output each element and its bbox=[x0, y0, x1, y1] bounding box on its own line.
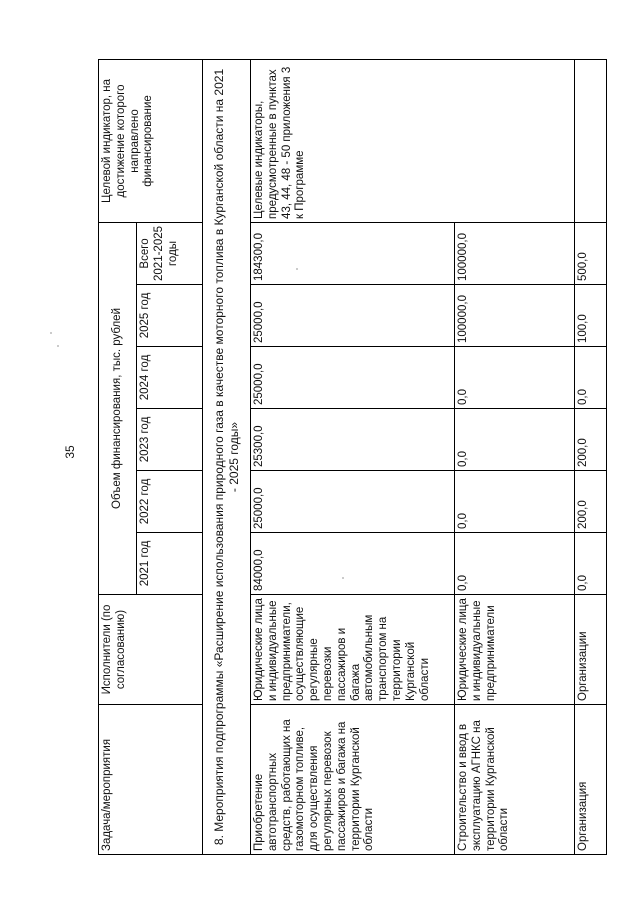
row-value: 0,0 bbox=[455, 533, 575, 595]
page-number: 35 bbox=[63, 445, 77, 459]
row-task: Организация bbox=[575, 705, 607, 855]
header-task: Задача/мероприятия bbox=[99, 705, 203, 855]
row-value: 100000,0 bbox=[455, 222, 575, 284]
row-executors: Юридические лица и индивидуальные предприниматели bbox=[455, 595, 575, 705]
row-value: 100,0 bbox=[575, 285, 607, 347]
row-executors: Организации bbox=[575, 595, 607, 705]
year-2021: 2021 год bbox=[137, 533, 203, 595]
row-value: 184300,0 bbox=[251, 222, 455, 284]
row-executors: Юридические лица и индивидуальные предприниматели, осуществляющие регулярные перевозки пассажиров и багажа автомобильным транспортом на территории Курганской области bbox=[251, 595, 455, 705]
row-value: 0,0 bbox=[455, 347, 575, 409]
table-row bbox=[251, 59, 455, 854]
header-indicator: Целевой индикатор, на достижение которого направлено финансирование bbox=[99, 59, 203, 222]
header-executors: Исполнители (по согласованию) bbox=[99, 595, 203, 705]
year-total: Всего 2021-2025 годы bbox=[137, 222, 203, 284]
row-value: 0,0 bbox=[575, 347, 607, 409]
row-indicator-empty bbox=[575, 59, 607, 222]
row-value: 100000,0 bbox=[455, 285, 575, 347]
year-2022: 2022 год bbox=[137, 471, 203, 533]
row-value: 200,0 bbox=[575, 409, 607, 471]
section-title: 8. Мероприятия подпрограммы «Расширение использования природного газа в качестве моторного топлива в Курганской области на 2021 - 2025 годы» bbox=[203, 59, 251, 854]
row-value: 0,0 bbox=[455, 471, 575, 533]
header-funding: Объем финансирования, тыс. рублей bbox=[99, 222, 137, 594]
row-value: 84000,0 bbox=[251, 533, 455, 595]
row-value: 500,0 bbox=[575, 222, 607, 284]
row-value: 25000,0 bbox=[251, 347, 455, 409]
scan-speck bbox=[50, 332, 52, 334]
table-row bbox=[575, 59, 607, 854]
row-value: 0,0 bbox=[455, 409, 575, 471]
row-value: 25000,0 bbox=[251, 471, 455, 533]
row-value: 25300,0 bbox=[251, 409, 455, 471]
row-indicator: Целевые индикаторы, предусмотренные в пунктах 43, 44, 48 - 50 приложения 3 к Программе bbox=[251, 59, 575, 222]
row-value: 0,0 bbox=[575, 533, 607, 595]
section-row bbox=[203, 59, 251, 854]
row-value: 25000,0 bbox=[251, 285, 455, 347]
rotated-table-wrapper bbox=[98, 60, 606, 855]
year-2025: 2025 год bbox=[137, 285, 203, 347]
year-2023: 2023 год bbox=[137, 409, 203, 471]
row-value: 200,0 bbox=[575, 471, 607, 533]
year-2024: 2024 год bbox=[137, 347, 203, 409]
row-task: Строительство и ввод в эксплуатацию АГНКС на территории Курганской области bbox=[455, 705, 575, 855]
funding-table bbox=[98, 59, 607, 855]
row-task: Приобретение автотранспортных средств, работающих на газомоторном топливе, для осуществления регулярных перевозок пассажиров и багажа на территории Курганской области bbox=[251, 705, 455, 855]
header-row bbox=[99, 59, 137, 854]
scan-speck bbox=[57, 345, 59, 347]
